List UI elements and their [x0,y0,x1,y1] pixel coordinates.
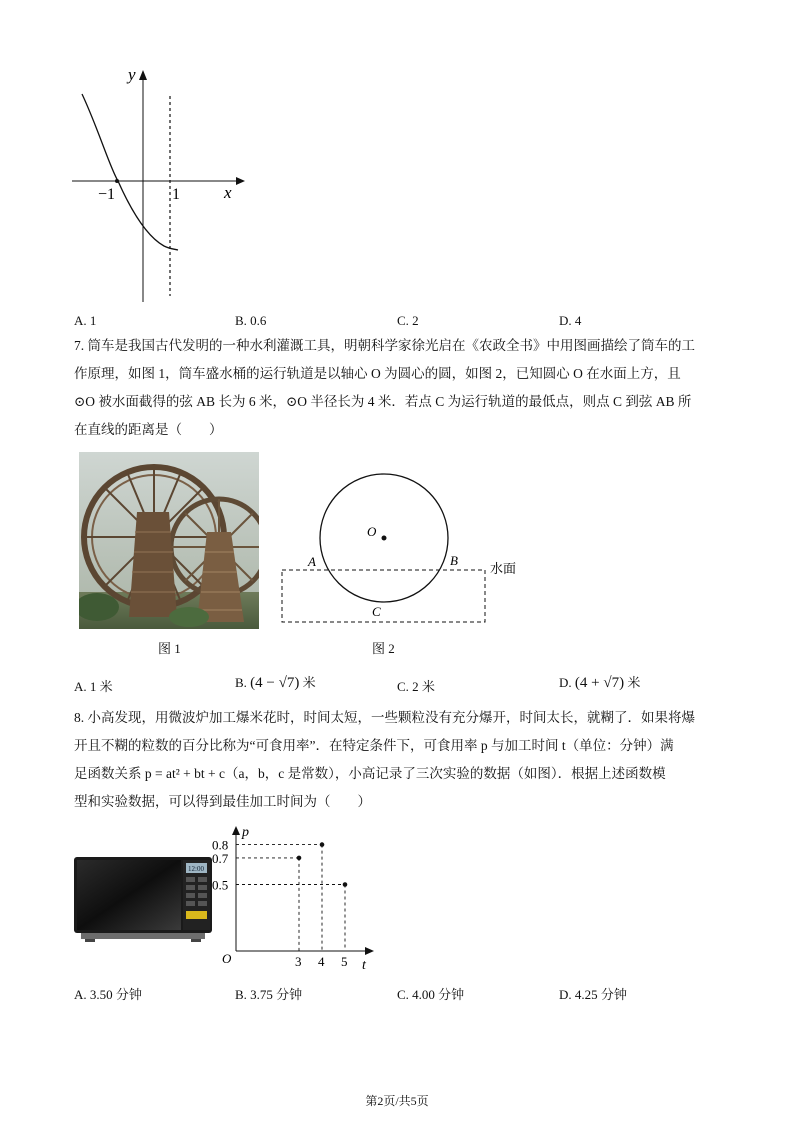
x-axis-label: x [224,183,232,202]
chart-x-axis-arrow [365,947,374,955]
x-axis-arrow [236,177,245,185]
q7-option-d-expr: (4 + √7) [574,675,625,691]
q7-option-b-expr: (4 − √7) [250,675,300,691]
question-7-text [74,332,734,444]
water-surface-box [282,570,485,622]
microwave-photo [73,855,213,943]
chart-origin-label: O [222,951,232,966]
question-8-text [74,704,734,816]
q7-line-4: 在直线的距离是（ ） [74,422,223,437]
tick-label-one: 1 [172,186,180,203]
chart-guides [236,845,345,951]
q7-option-d-value: 4 + √7 [579,675,620,691]
label-c: C [372,604,381,619]
q8-option-a[interactable]: A. 3.50 分钟 [74,987,142,1002]
q8-line-1: 8. 小高发现，用微波炉加工爆米花时，时间太短，一些颗粒没有充分爆开，时间太长，就糊了．如果将爆 [74,710,695,725]
q7-option-d-unit: 米 [627,675,641,690]
x-tick-label-0: 3 [295,954,302,969]
point-neg-one [115,179,119,183]
q8-option-d[interactable]: D. 4.25 分钟 [559,987,627,1002]
q6-option-b[interactable]: B. 0.6 [235,313,267,328]
x-tick-label-2: 5 [341,954,348,969]
q7-option-b[interactable] [235,672,316,692]
label-o: O [367,524,377,539]
q7-option-d[interactable] [559,672,640,692]
label-b: B [450,553,458,568]
figure-1-caption: 图 1 [158,641,181,656]
chart-x-label: t [362,958,366,972]
q8-scatter-chart [210,822,390,972]
chart-y-axis-arrow [232,826,240,835]
function-curve [82,94,178,250]
data-point-2 [343,882,348,887]
y-axis-label: y [128,65,136,84]
center-point-o [382,536,387,541]
q8-option-c[interactable]: C. 4.00 分钟 [397,987,465,1002]
y-axis-arrow [139,70,147,80]
data-point-1 [320,842,325,847]
q7-option-c[interactable]: C. 2 米 [397,679,435,694]
y-tick-label-2: 0.5 [212,877,229,893]
q6-option-d[interactable]: D. 4 [559,313,582,328]
circle-diagram [280,458,530,628]
water-label: 水面 [490,561,517,576]
q7-option-d-prefix: D. [559,675,572,690]
tick-label-neg-one: −1 [98,186,116,203]
q8-line-2: 开且不糊的粒数的百分比称为“可食用率”．在特定条件下，可食用率 p 与加工时间 t（单位：分钟）满 [74,738,674,753]
function-graph-q6 [60,58,260,308]
y-tick-label-1: 0.7 [212,850,229,866]
chart-y-ticks [212,838,229,893]
q6-option-c[interactable]: C. 2 [397,313,419,328]
q7-line-1: 7. 筒车是我国古代发明的一种水利灌溉工具，明朝科学家徐光启在《农政全书》中用图画描绘了筒车的工 [74,338,695,353]
chart-x-ticks [295,954,348,969]
microwave-display: 12:00 [188,865,204,873]
x-tick-label-1: 4 [318,954,325,969]
q7-option-a[interactable]: A. 1 米 [74,679,113,694]
q7-option-b-unit: 米 [302,675,316,690]
q8-line-4: 型和实验数据，可以得到最佳加工时间为（ ） [74,794,371,809]
water-wheel-photo [79,452,259,629]
q8-line-3: 足函数关系 p = at² + bt + c（a，b，c 是常数），小高记录了三次实验的数据（如图）．根据上述函数模 [74,766,666,781]
q7-option-b-prefix: B. [235,675,247,690]
q7-option-b-value: 4 − √7 [255,675,295,691]
figure-2-caption: 图 2 [372,641,395,656]
q6-option-a[interactable]: A. 1 [74,313,97,328]
q7-line-2: 作原理，如图 1，筒车盛水桶的运行轨道是以轴心 O 为圆心的圆，如图 2，已知圆心 O 在水面上方，且 [74,366,681,381]
y-tick-label-0: 0.8 [212,837,229,853]
chart-y-label: p [242,825,249,840]
label-a: A [308,554,316,569]
data-point-0 [297,856,302,861]
q7-line-3: ⊙O 被水面截得的弦 AB 长为 6 米，⊙O 半径长为 4 米．若点 C 为运行轨道的最低点，则点 C 到弦 AB 所 [74,394,692,409]
page-footer: 第2页/共5页 [365,1094,429,1108]
q8-option-b[interactable]: B. 3.75 分钟 [235,987,303,1002]
